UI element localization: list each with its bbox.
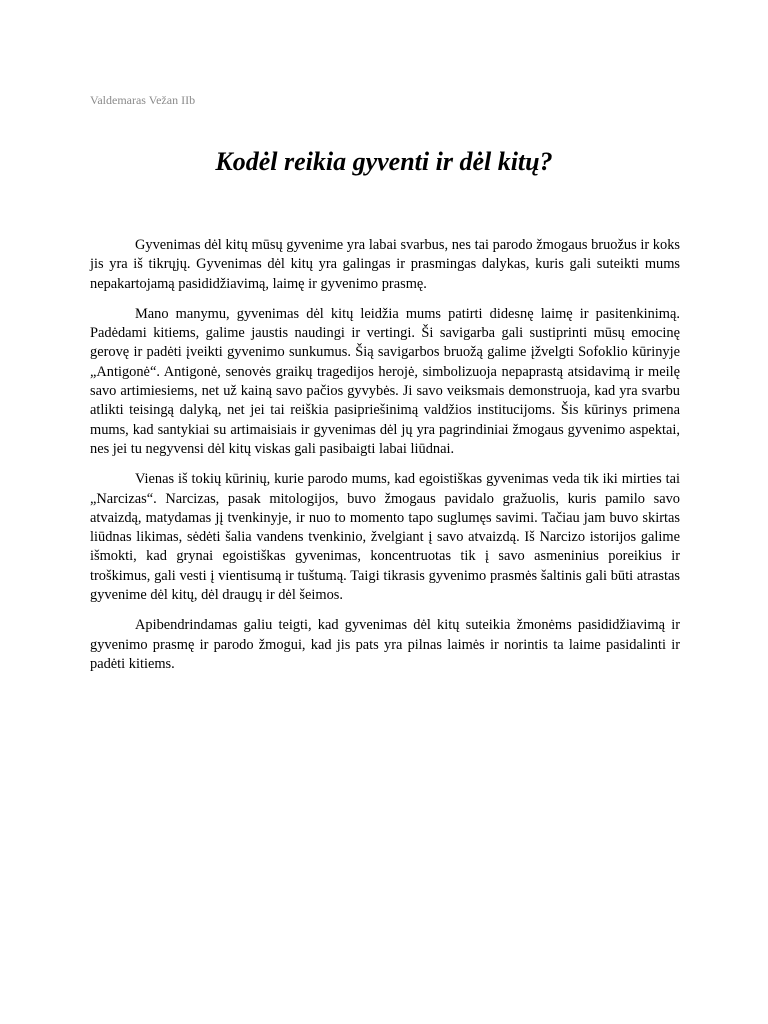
paragraph-2: Mano manymu, gyvenimas dėl kitų leidžia mums patirti didesnę laimę ir pasitenkinimą. Padėdami kitiems, galime jaustis naudingi ir vertingi. Ši savigarba gali sustiprinti mūsų emocinę gerovę ir padėti įveikti gyvenimo sunkumus. Šią savigarbos bruožą galime įžvelgti Sofoklio kūrinyje „Antigonė“. Antigonė, senovės graikų tragedijos herojė, simbolizuoja nepaprastą atsidavimą ir meilę savo artimiesiems, net už kainą savo pačios gyvybės. Ji savo veiksmais demonstruoja, kad yra svarbu atlikti teisingą dalyką, net jei tai reiškia pasipriešinimą valdžios institucijoms. Šis kūrinys primena mums, kad santykiai su artimaisiais ir gyvenimas dėl jų yra pagrindiniai žmogaus gyvenimo aspektai, nes jei tu negyvensi dėl kitų viskas gali pasibaigti labai liūdnai. <box>90 305 680 457</box>
essay-body <box>90 236 680 685</box>
author-line: Valdemaras Vežan IIb <box>90 93 196 107</box>
essay-title: Kodėl reikia gyventi ir dėl kitų? <box>215 147 553 176</box>
paragraph-3: Vienas iš tokių kūrinių, kurie parodo mums, kad egoistiškas gyvenimas veda tik iki mirties tai „Narcizas“. Narcizas, pasak mitologijos, buvo žmogaus pavidalo gražuolis, kuris pamilo savo atvaizdą, matydamas jį tvenkinyje, ir nuo to momento tapo suglumęs savimi. Tačiau jam buvo skirtas liūdnas likimas, sėdėti šalia vandens tvenkinio, žvelgiant į savo atvaizdą. Iš Narcizo istorijos galime išmokti, kad grynai egoistiškas gyvenimas, koncentruotas tik į savo asmeninius poreikius ir troškimus, gali vesti į vientisumą ir tuštumą. Taigi tikrasis gyvenimo prasmės šaltinis gali būti atrastas gyvenime dėl kitų, dėl draugų ir dėl šeimos. <box>90 471 680 604</box>
paragraph-4: Apibendrindamas galiu teigti, kad gyvenimas dėl kitų suteikia žmonėms pasididžiavimą ir gyvenimo prasmę ir parodo žmogui, kad jis pats yra pilnas laimės ir norintis ta laime pasidalinti ir padėti kitiems. <box>90 617 680 672</box>
paragraph-1: Gyvenimas dėl kitų mūsų gyvenime yra labai svarbus, nes tai parodo žmogaus bruožus ir koks jis yra iš tikrųjų. Gyvenimas dėl kitų yra galingas ir prasmingas dalykas, kuris gali suteikti mums nepakartojamą pasididžiavimą, laimę ir gyvenimo prasmę. <box>90 237 680 292</box>
